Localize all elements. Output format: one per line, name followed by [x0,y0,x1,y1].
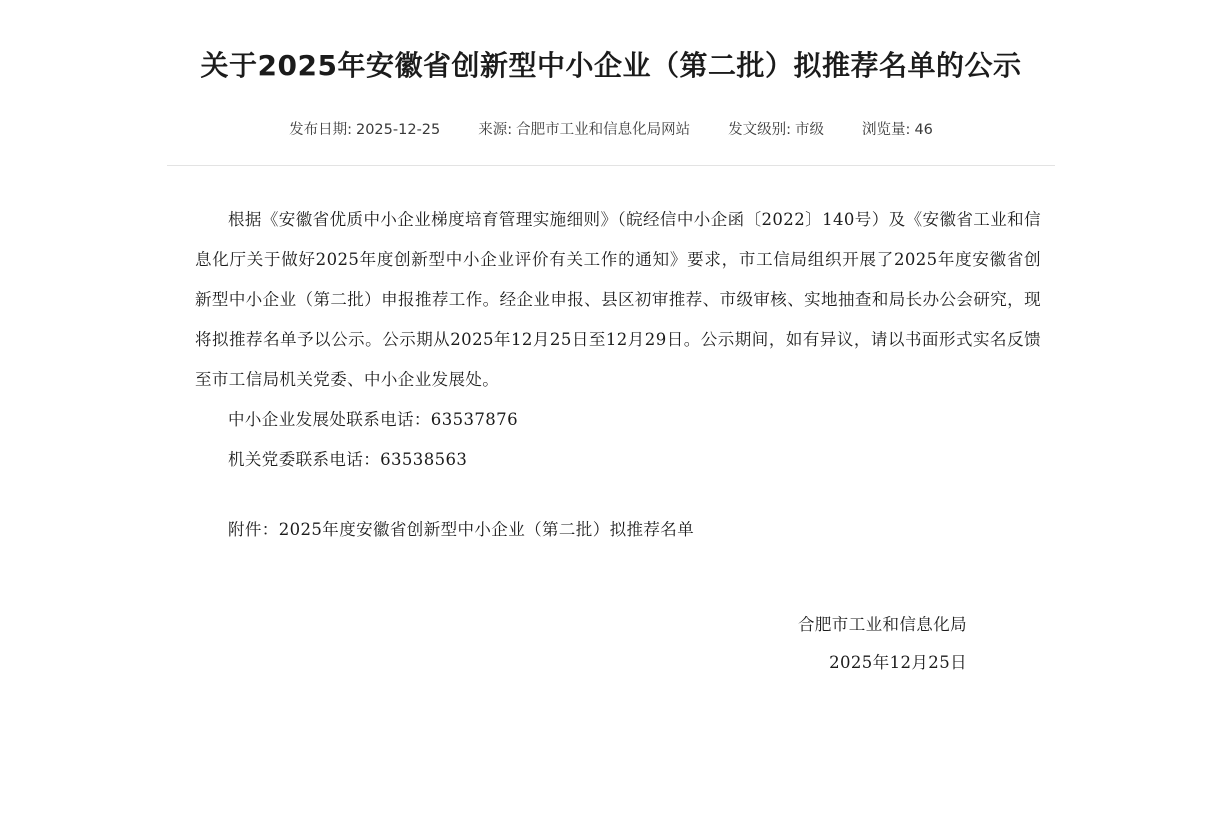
signature-block [167,606,1055,682]
paragraph-contact-party: 机关党委联系电话：63538563 [228,450,468,469]
meta-source-value: 合肥市工业和信息化局网站 [516,122,691,138]
body-spacer [195,480,1041,510]
paragraph-attachment: 附件：2025年度安徽省创新型中小企业（第二批）拟推荐名单 [228,520,695,539]
meta-publish-date-label: 发布日期: [289,122,352,138]
document-body [167,200,1055,550]
page-title: 关于2025年安徽省创新型中小企业（第二批）拟推荐名单的公示 [200,49,1022,82]
meta-source [478,118,690,139]
meta-source-label: 来源: [478,122,513,138]
article-container [167,0,1055,682]
meta-level-label: 发文级别: [728,122,792,138]
signature-organization: 合肥市工业和信息化局 [798,615,967,634]
meta-level [728,118,824,139]
meta-views-value: 46 [914,122,933,138]
paragraph-main: 根据《安徽省优质中小企业梯度培育管理实施细则》（皖经信中小企函〔2022〕140号）及《安徽省工业和信息化厅关于做好2025年度创新型中小企业评价有关工作的通知》要求，市工信局组织开展了2025年度安徽省创新型中小企业（第二批）申报推荐工作。经企业申报、县区初审推荐、市级审核、实地抽查和局长办公会研究，现将拟推荐名单予以公示。公示期从2025年12月25日至12月29日。公示期间，如有异议，请以书面形式实名反馈至市工信局机关党委、中小企业发展处。 [195,210,1041,389]
meta-publish-date-value: 2025-12-25 [355,122,441,138]
signature-date: 2025年12月25日 [829,653,967,672]
meta-views [862,118,933,139]
meta-views-label: 浏览量: [862,122,911,138]
meta-level-value: 市级 [795,122,825,138]
meta-publish-date [289,118,440,139]
header-divider [167,165,1055,166]
paragraph-contact-sme: 中小企业发展处联系电话：63537876 [228,410,518,429]
document-meta [167,118,1055,139]
